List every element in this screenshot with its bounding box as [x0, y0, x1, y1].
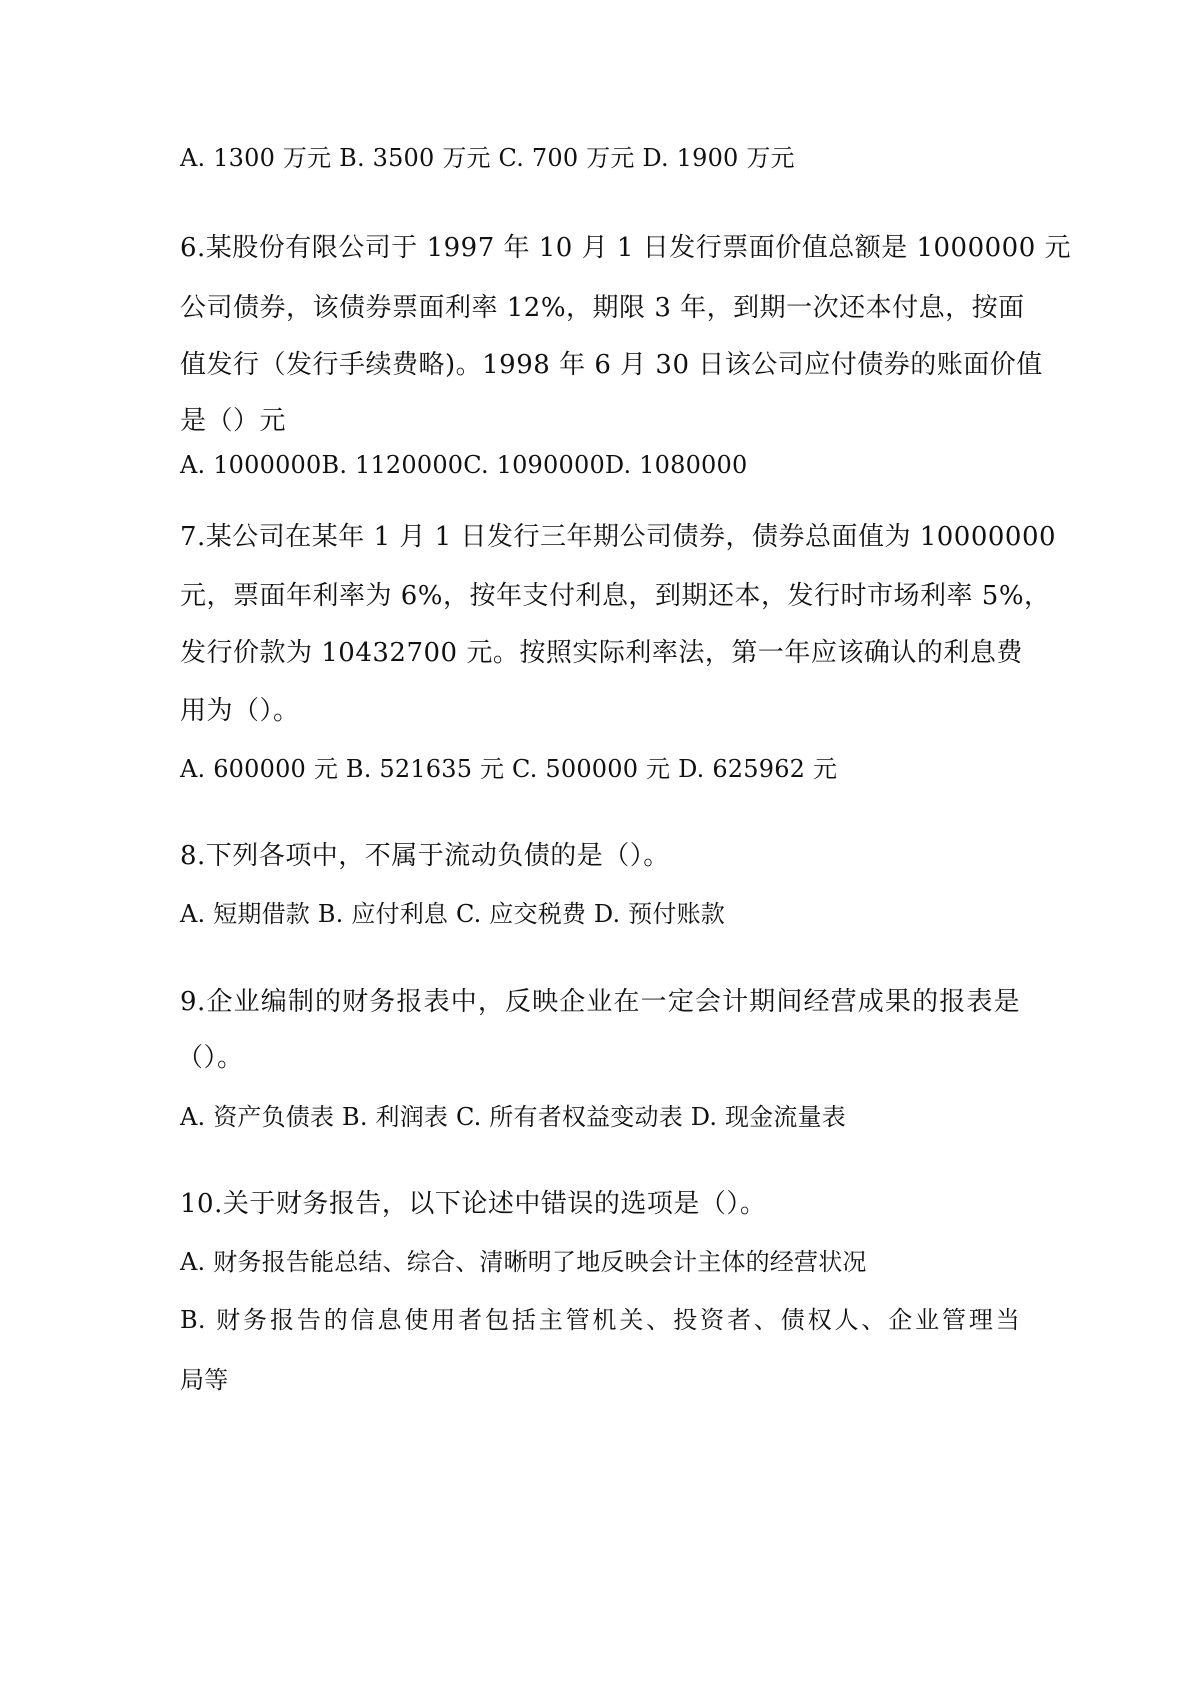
q10-option-a: A. 财务报告能总结、综合、清晰明了地反映会计主体的经营状况: [180, 1248, 867, 1276]
q10-option-b-line-1: B. 财务报告的信息使用者包括主管机关、投资者、债权人、企业管理当: [180, 1306, 1020, 1334]
q6-text-line-1: 6.某股份有限公司于 1997 年 10 月 1 日发行票面价值总额是 1000000 元: [180, 233, 1072, 263]
q8-text: 8.下列各项中，不属于流动负债的是（）。: [180, 841, 670, 871]
q9-text-line-1: 9.企业编制的财务报表中，反映企业在一定会计期间经营成果的报表是: [180, 987, 1020, 1017]
q5-options: A. 1300 万元 B. 3500 万元 C. 700 万元 D. 1900 万元: [180, 144, 795, 172]
q7-text-line-3: 发行价款为 10432700 元。按照实际利率法，第一年应该确认的利息费: [180, 638, 1023, 668]
q9-text-line-2: （）。: [177, 1043, 244, 1073]
q6-text-line-3: 值发行（发行手续费略)。1998 年 6 月 30 日该公司应付债券的账面价值: [180, 350, 1043, 380]
q8-options: A. 短期借款 B. 应付利息 C. 应交税费 D. 预付账款: [180, 900, 725, 928]
q6-text-line-4: 是（）元: [180, 406, 287, 436]
q6-options: A. 1000000B. 1120000C. 1090000D. 1080000: [180, 451, 748, 479]
q7-text-line-1: 7.某公司在某年 1 月 1 日发行三年期公司债券，债券总面值为 10000000: [180, 522, 1057, 552]
q6-text-line-2: 公司债券，该债券票面利率 12%，期限 3 年，到期一次还本付息，按面: [180, 293, 1025, 323]
q10-option-b-line-2: 局等: [180, 1366, 229, 1394]
q7-text-line-4: 用为（）。: [180, 696, 300, 726]
q9-options: A. 资产负债表 B. 利润表 C. 所有者权益变动表 D. 现金流量表: [180, 1103, 846, 1131]
q10-text: 10.关于财务报告，以下论述中错误的选项是（）。: [180, 1189, 767, 1219]
q7-options: A. 600000 元 B. 521635 元 C. 500000 元 D. 625962 元: [180, 755, 838, 783]
q7-text-line-2: 元，票面年利率为 6%，按年支付利息，到期还本，发行时市场利率 5%，: [180, 581, 1051, 611]
